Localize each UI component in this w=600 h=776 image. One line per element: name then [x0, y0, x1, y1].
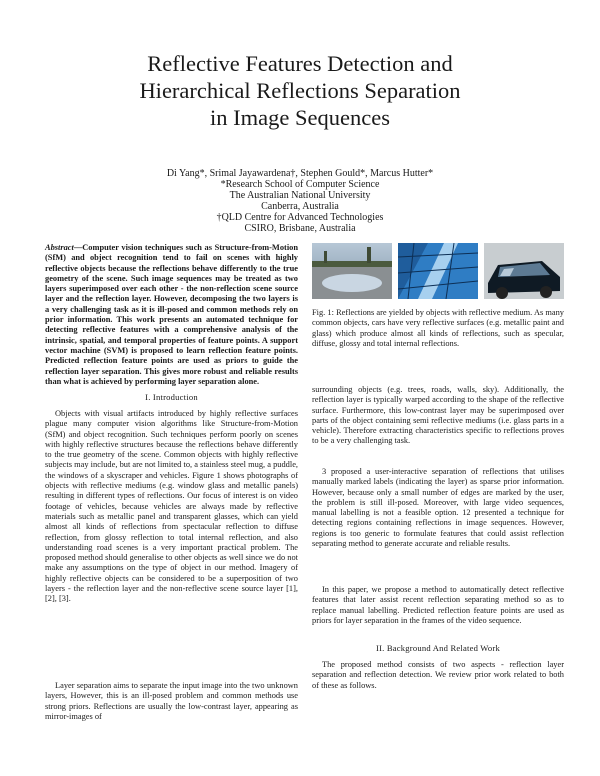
- author-block: [100, 168, 500, 234]
- author-names: Di Yang*, Srimal Jayawardena†, Stephen Gould*, Marcus Hutter*: [166, 168, 434, 179]
- section-heading: I. Introduction: [145, 392, 198, 402]
- figure-photo-car: [484, 243, 564, 299]
- paragraph: Layer separation aims to separate the input image into the two unknown layers, However, this is an ill-posed problem and common methods use strong priors. Reflections are usually the low-contrast layer, appearing as mirror-images of: [45, 681, 298, 721]
- title-line: in Image Sequences: [210, 105, 390, 130]
- figure-photo-puddle: [312, 243, 392, 299]
- paragraph: Objects with visual artifacts introduced by highly reflective surfaces plague many computer vision algorithms like Structure-from-Motion (SfM) and object recognition. Such techniques perform poorly on scenes with highly reflective structures because the reflections behave differently to the true geometry of the scene. Common objects with highly reflective subjects may include, but are not limited to, a stainless steel mug, a puddle, the windows of a skyscraper and vehicles. Figure 1 shows photographs of objects with reflective mediums (e.g. window glass and metallic panels) resulting in different types of reflections. Our focus of interest is on video footage of vehicles, because vehicles are always made by reflective materials such as metallic panel and transparent glasses, which can yield almost all kinds of reflections from spectacular reflection to diffuse reflection, from glossy reflection to total internal reflection, and also understanding road scenes is a very important practical problem. The proposed method should generalise to other objects as well since we do not make any assumptions on the type of object in our method. Imagery of highly reflective objects can be considered to be a superposition of two layers - the reflection layer and the non-reflective scene source layer [1], [2], [3].: [45, 409, 298, 604]
- figure-1: [312, 243, 564, 299]
- abstract-label: Abstract: [45, 243, 74, 252]
- affiliation: The Australian National University: [229, 190, 371, 201]
- paragraph: The proposed method consists of two aspects - reflection layer separation and reflection detection. We review prior work related to both of these as follows.: [312, 660, 564, 690]
- paragraph: surrounding objects (e.g. trees, roads, walls, sky). Additionally, the reflection layer is typically warped according to the shape of the reflective surface. Furthermore, this low-contrast layer may be superimposed over parts of the object containing semi reflective mediums (i.e. glass parts in a vehicle). Therefore extracting characteristics specific to reflections proves to be a very challenging task.: [312, 385, 564, 446]
- affiliation: Canberra, Australia: [261, 201, 339, 212]
- title-line: Reflective Features Detection and: [147, 51, 453, 76]
- abstract: [45, 243, 298, 387]
- affiliation: *Research School of Computer Science: [220, 179, 380, 190]
- paragraph: In this paper, we propose a method to automatically detect reflective features that later assist recent reflection separating method so as to replace manual labelling. Predicted reflection feature points are used as priors for layer separation in the frames of the video sequence.: [312, 585, 564, 625]
- affiliation: †QLD Centre for Advanced Technologies: [216, 212, 384, 223]
- section-heading: II. Background And Related Work: [376, 643, 500, 653]
- abstract-text: —Computer vision techniques such as Structure-from-Motion (SfM) and object recognition tend to fail on scenes with highly reflective objects because the reflections behave differently to the true geometry of the scene. Such image sequences may be treated as two layers superimposed over each other - the non-reflection scene source layer and the reflection layer. However, decomposing the two layers is a very challenging task as it is ill-posed and common methods rely on prior information. This work presents an automated technique for detecting reflective features with a comprehensive analysis of the intrinsic, spatial, and temporal properties of feature points. A support vector machine (SVM) is proposed to learn reflection feature points. Predicted reflection feature points are used as priors to guide the reflection layer separation. This gives more robust and reliable results than what is achieved by performing layer separation alone.: [45, 243, 298, 386]
- affiliation: CSIRO, Brisbane, Australia: [244, 223, 356, 234]
- figure-photo-building: [398, 243, 478, 299]
- figure-caption: Fig. 1: Reflections are yielded by objects with reflective medium. As many common objects, cars have very reflective surfaces (e.g. metallic paint and glass) which produce almost all kinds of reflections, such as specular, diffuse, glossy and total internal reflections.: [312, 308, 564, 348]
- paper-title: [60, 50, 540, 131]
- paragraph: 3 proposed a user-interactive separation of reflections that utilises manually marked labels (indicating the layer) as sparse prior information. However, because only a small number of edges are marked by the user, the problem is still ill-posed. Moreover, with large video sequences, manual labelling is not a feasible option. 12 presented a technique for detecting regions containing reflections in image sequences. However, regions is too generic to formulate features that could assist reflection separating method to generate accurate and reliable results.: [312, 467, 564, 549]
- title-line: Hierarchical Reflections Separation: [139, 78, 461, 103]
